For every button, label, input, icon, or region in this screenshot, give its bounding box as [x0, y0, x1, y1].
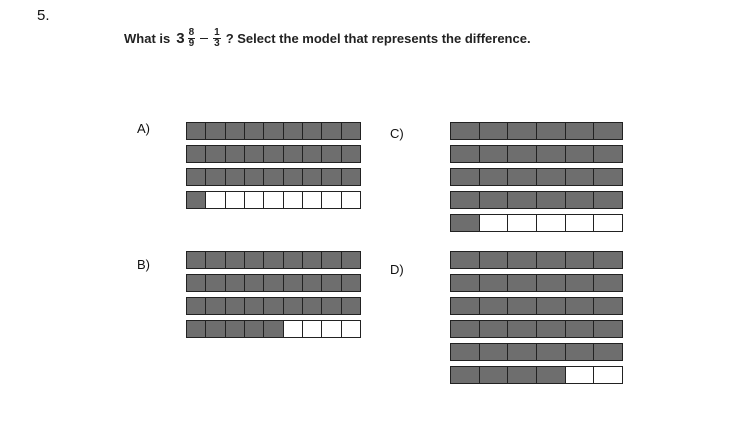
mixed-number-whole: 3: [176, 30, 185, 47]
shaded-cell: [537, 275, 566, 291]
shaded-cell: [264, 252, 283, 268]
shaded-cell: [226, 123, 245, 139]
unshaded-cell: [322, 321, 341, 337]
shaded-cell: [342, 146, 360, 162]
fraction-bar: [450, 343, 623, 361]
shaded-cell: [537, 321, 566, 337]
shaded-cell: [264, 298, 283, 314]
shaded-cell: [451, 146, 480, 162]
shaded-cell: [187, 192, 206, 208]
option-c-label[interactable]: C): [390, 126, 404, 141]
fraction-bar: [450, 191, 623, 209]
shaded-cell: [206, 252, 225, 268]
fraction-bar: [450, 320, 623, 338]
fraction-bar: [450, 168, 623, 186]
shaded-cell: [322, 123, 341, 139]
unshaded-cell: [508, 215, 537, 231]
shaded-cell: [187, 298, 206, 314]
shaded-cell: [322, 298, 341, 314]
shaded-cell: [480, 192, 509, 208]
fraction-bar: [450, 145, 623, 163]
unshaded-cell: [284, 192, 303, 208]
question-number: 5.: [37, 7, 50, 24]
shaded-cell: [206, 298, 225, 314]
shaded-cell: [594, 169, 622, 185]
option-c-model[interactable]: [450, 122, 623, 232]
fraction-bar: [450, 122, 623, 140]
shaded-cell: [566, 252, 595, 268]
shaded-cell: [537, 146, 566, 162]
shaded-cell: [284, 275, 303, 291]
shaded-cell: [480, 123, 509, 139]
shaded-cell: [537, 298, 566, 314]
fraction-bar: [450, 214, 623, 232]
shaded-cell: [566, 298, 595, 314]
shaded-cell: [264, 275, 283, 291]
shaded-cell: [245, 252, 264, 268]
shaded-cell: [537, 169, 566, 185]
shaded-cell: [508, 275, 537, 291]
option-b-model[interactable]: [186, 251, 361, 338]
option-a-model[interactable]: [186, 122, 361, 209]
fraction-denominator: 3: [214, 38, 220, 49]
shaded-cell: [480, 252, 509, 268]
shaded-cell: [566, 146, 595, 162]
unshaded-cell: [566, 367, 595, 383]
shaded-cell: [451, 123, 480, 139]
shaded-cell: [508, 192, 537, 208]
shaded-cell: [594, 275, 622, 291]
shaded-cell: [480, 321, 509, 337]
shaded-cell: [245, 123, 264, 139]
shaded-cell: [566, 192, 595, 208]
shaded-cell: [342, 169, 360, 185]
shaded-cell: [187, 169, 206, 185]
shaded-cell: [508, 123, 537, 139]
shaded-cell: [303, 298, 322, 314]
shaded-cell: [226, 252, 245, 268]
shaded-cell: [284, 252, 303, 268]
shaded-cell: [508, 169, 537, 185]
question-suffix: ? Select the model that represents the difference.: [225, 31, 531, 46]
unshaded-cell: [226, 192, 245, 208]
shaded-cell: [187, 321, 206, 337]
unshaded-cell: [566, 215, 595, 231]
question-text: [124, 28, 531, 49]
fraction-bar: [450, 297, 623, 315]
shaded-cell: [451, 192, 480, 208]
shaded-cell: [594, 192, 622, 208]
shaded-cell: [322, 252, 341, 268]
shaded-cell: [226, 146, 245, 162]
shaded-cell: [594, 344, 622, 360]
shaded-cell: [451, 344, 480, 360]
shaded-cell: [284, 169, 303, 185]
shaded-cell: [303, 252, 322, 268]
shaded-cell: [245, 321, 264, 337]
shaded-cell: [537, 252, 566, 268]
shaded-cell: [303, 146, 322, 162]
shaded-cell: [451, 367, 480, 383]
unshaded-cell: [480, 215, 509, 231]
question-prefix: What is: [124, 31, 171, 46]
unshaded-cell: [303, 192, 322, 208]
shaded-cell: [566, 344, 595, 360]
shaded-cell: [187, 252, 206, 268]
shaded-cell: [322, 169, 341, 185]
shaded-cell: [342, 275, 360, 291]
shaded-cell: [206, 169, 225, 185]
shaded-cell: [284, 146, 303, 162]
shaded-cell: [187, 123, 206, 139]
fraction-denominator: 9: [188, 38, 195, 49]
fraction-bar: [186, 168, 361, 186]
unshaded-cell: [322, 192, 341, 208]
shaded-cell: [264, 321, 283, 337]
shaded-cell: [480, 298, 509, 314]
shaded-cell: [594, 298, 622, 314]
shaded-cell: [594, 321, 622, 337]
shaded-cell: [451, 215, 480, 231]
unshaded-cell: [342, 192, 360, 208]
unshaded-cell: [206, 192, 225, 208]
shaded-cell: [187, 146, 206, 162]
shaded-cell: [226, 321, 245, 337]
unshaded-cell: [264, 192, 283, 208]
shaded-cell: [537, 367, 566, 383]
shaded-cell: [566, 169, 595, 185]
fraction-bar: [186, 320, 361, 338]
shaded-cell: [206, 275, 225, 291]
fraction-numerator: 8: [188, 27, 195, 38]
shaded-cell: [245, 169, 264, 185]
shaded-cell: [508, 321, 537, 337]
shaded-cell: [480, 275, 509, 291]
shaded-cell: [322, 275, 341, 291]
shaded-cell: [537, 123, 566, 139]
fraction-bar: [186, 145, 361, 163]
shaded-cell: [342, 252, 360, 268]
shaded-cell: [187, 275, 206, 291]
shaded-cell: [451, 169, 480, 185]
option-d-model[interactable]: [450, 251, 623, 384]
shaded-cell: [451, 252, 480, 268]
shaded-cell: [508, 367, 537, 383]
unshaded-cell: [245, 192, 264, 208]
shaded-cell: [594, 252, 622, 268]
unshaded-cell: [594, 215, 622, 231]
shaded-cell: [508, 344, 537, 360]
shaded-cell: [480, 169, 509, 185]
shaded-cell: [206, 123, 225, 139]
shaded-cell: [226, 298, 245, 314]
fraction-bar: [186, 297, 361, 315]
shaded-cell: [342, 298, 360, 314]
option-b-label[interactable]: B): [137, 257, 150, 272]
shaded-cell: [284, 298, 303, 314]
shaded-cell: [342, 123, 360, 139]
shaded-cell: [264, 146, 283, 162]
unshaded-cell: [284, 321, 303, 337]
shaded-cell: [245, 298, 264, 314]
minus-sign: [200, 38, 208, 39]
fraction-bar: [450, 366, 623, 384]
shaded-cell: [566, 275, 595, 291]
shaded-cell: [537, 344, 566, 360]
fraction-bar: [186, 122, 361, 140]
shaded-cell: [451, 298, 480, 314]
shaded-cell: [245, 275, 264, 291]
shaded-cell: [451, 321, 480, 337]
shaded-cell: [594, 123, 622, 139]
shaded-cell: [508, 252, 537, 268]
shaded-cell: [226, 275, 245, 291]
shaded-cell: [537, 192, 566, 208]
shaded-cell: [508, 146, 537, 162]
shaded-cell: [508, 298, 537, 314]
shaded-cell: [226, 169, 245, 185]
shaded-cell: [480, 146, 509, 162]
shaded-cell: [284, 123, 303, 139]
fraction-eight-ninths: [188, 28, 196, 49]
shaded-cell: [303, 169, 322, 185]
fraction-bar: [186, 191, 361, 209]
shaded-cell: [264, 169, 283, 185]
shaded-cell: [594, 146, 622, 162]
shaded-cell: [566, 123, 595, 139]
shaded-cell: [322, 146, 341, 162]
fraction-one-third: [213, 28, 221, 49]
shaded-cell: [303, 123, 322, 139]
fraction-bar: [186, 274, 361, 292]
shaded-cell: [206, 321, 225, 337]
unshaded-cell: [537, 215, 566, 231]
shaded-cell: [480, 367, 509, 383]
unshaded-cell: [342, 321, 360, 337]
unshaded-cell: [303, 321, 322, 337]
shaded-cell: [245, 146, 264, 162]
shaded-cell: [451, 275, 480, 291]
option-d-label[interactable]: D): [390, 262, 404, 277]
shaded-cell: [566, 321, 595, 337]
shaded-cell: [264, 123, 283, 139]
shaded-cell: [480, 344, 509, 360]
shaded-cell: [206, 146, 225, 162]
fraction-numerator: 1: [214, 27, 220, 38]
fraction-bar: [186, 251, 361, 269]
option-a-label[interactable]: A): [137, 121, 150, 136]
unshaded-cell: [594, 367, 622, 383]
fraction-bar: [450, 274, 623, 292]
shaded-cell: [303, 275, 322, 291]
fraction-bar: [450, 251, 623, 269]
